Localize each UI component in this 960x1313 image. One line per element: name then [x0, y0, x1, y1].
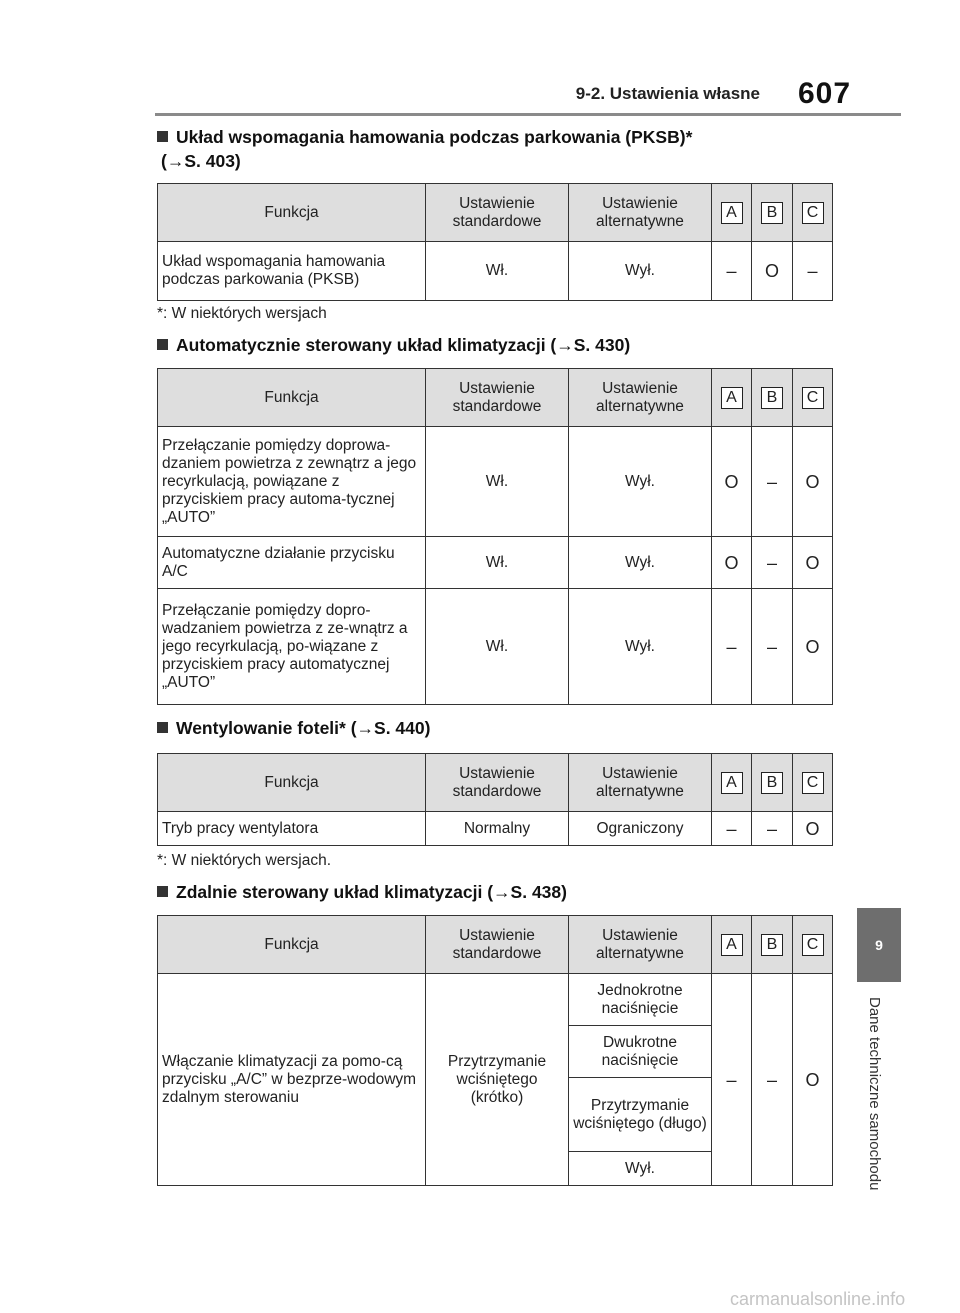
cell-default: Wł. [426, 427, 569, 537]
box-a: A [721, 387, 743, 409]
chapter-label: Dane techniczne samochodu [866, 997, 883, 1191]
cell-default: Wł. [426, 242, 569, 301]
section-heading: Układ wspomagania hamowania podczas parkowania (PKSB)* [157, 125, 837, 149]
col-header-a [712, 754, 752, 812]
cell-c: O [793, 812, 833, 846]
box-b: B [761, 202, 783, 224]
cell-b: – [752, 589, 793, 705]
section-pksb [157, 125, 837, 173]
cell-b: – [752, 974, 793, 1186]
col-header-default: Ustawienie standardowe [426, 369, 569, 427]
cell-function: Włączanie klimatyzacji za pomo-cą przycisku „A/C” w bezprze-wodowym zdalnym sterowaniu [158, 974, 426, 1186]
table-header-row [158, 184, 833, 242]
table-header-row [158, 369, 833, 427]
col-header-c [793, 184, 833, 242]
cell-a: – [712, 812, 752, 846]
cell-c: O [793, 589, 833, 705]
box-c: C [802, 202, 824, 224]
header-section-title: 9-2. Ustawienia własne [575, 84, 760, 103]
cell-b: – [752, 427, 793, 537]
table-pksb [157, 183, 833, 301]
cell-a: O [712, 537, 752, 589]
table-header-row [158, 754, 833, 812]
col-header-c [793, 754, 833, 812]
box-c: C [802, 772, 824, 794]
cell-alternative: Wył. [569, 1152, 712, 1186]
col-header-alternative: Ustawienie alternatywne [569, 916, 712, 974]
cell-alternative: Jednokrotne naciśnięcie [569, 974, 712, 1026]
cell-function: Tryb pracy wentylatora [158, 812, 426, 846]
col-header-default: Ustawienie standardowe [426, 754, 569, 812]
col-header-function: Funkcja [158, 916, 426, 974]
table-row [158, 812, 833, 846]
box-b: B [761, 934, 783, 956]
section-climate [157, 333, 837, 357]
box-b: B [761, 387, 783, 409]
cell-a: O [712, 427, 752, 537]
col-header-b [752, 184, 793, 242]
cell-b: O [752, 242, 793, 301]
col-header-alternative: Ustawienie alternatywne [569, 369, 712, 427]
header-divider [155, 113, 901, 116]
footnote-seats: *: W niektórych wersjach. [157, 852, 331, 869]
cell-default: Normalny [426, 812, 569, 846]
col-header-default: Ustawienie standardowe [426, 916, 569, 974]
section-heading: Automatycznie sterowany układ klimatyzacji (→S. 430) [157, 333, 837, 357]
cell-a: – [712, 242, 752, 301]
page-number: 607 [798, 77, 852, 110]
cell-function: Przełączanie pomiędzy doprowa-dzaniem powietrza z zewnątrz a jego recyrkulacją, powiązane z przyciskiem pracy automa-tycznej „AUTO” [158, 427, 426, 537]
col-header-b [752, 754, 793, 812]
box-c: C [802, 387, 824, 409]
watermark: carmanualsonline.info [730, 1289, 906, 1309]
cell-a: – [712, 974, 752, 1186]
col-header-a [712, 916, 752, 974]
section-heading-ref: (→S. 403) [161, 151, 241, 171]
cell-alternative: Wył. [569, 537, 712, 589]
cell-alternative: Wył. [569, 242, 712, 301]
square-bullet-icon [157, 886, 168, 897]
table-remote-climate [157, 915, 833, 1186]
table-row [158, 537, 833, 589]
table-row [158, 242, 833, 301]
col-header-c [793, 369, 833, 427]
col-header-a [712, 184, 752, 242]
section-heading: Wentylowanie foteli* (→S. 440) [157, 716, 837, 740]
col-header-c [793, 916, 833, 974]
table-row [158, 427, 833, 537]
col-header-function: Funkcja [158, 369, 426, 427]
section-seat-ventilation [157, 716, 837, 740]
footnote-pksb: *: W niektórych wersjach [157, 305, 327, 322]
section-remote-climate [157, 880, 837, 904]
cell-a: – [712, 589, 752, 705]
cell-b: – [752, 537, 793, 589]
cell-c: – [793, 242, 833, 301]
col-header-a [712, 369, 752, 427]
cell-alternative: Wył. [569, 427, 712, 537]
cell-function: Automatyczne działanie przycisku A/C [158, 537, 426, 589]
cell-alternative: Dwukrotne naciśnięcie [569, 1026, 712, 1078]
table-climate [157, 368, 833, 705]
cell-default: Wł. [426, 589, 569, 705]
box-a: A [721, 934, 743, 956]
cell-function: Układ wspomagania hamowania podczas parkowania (PKSB) [158, 242, 426, 301]
col-header-default: Ustawienie standardowe [426, 184, 569, 242]
cell-default: Wł. [426, 537, 569, 589]
col-header-b [752, 369, 793, 427]
cell-alternative: Ograniczony [569, 812, 712, 846]
section-heading: Zdalnie sterowany układ klimatyzacji (→S. 438) [157, 880, 837, 904]
box-a: A [721, 202, 743, 224]
box-a: A [721, 772, 743, 794]
table-row [158, 589, 833, 705]
cell-alternative: Wył. [569, 589, 712, 705]
square-bullet-icon [157, 722, 168, 733]
chapter-tab: 9 [857, 908, 901, 982]
cell-alternative: Przytrzymanie wciśniętego (długo) [569, 1078, 712, 1152]
table-row [158, 974, 833, 1026]
square-bullet-icon [157, 131, 168, 142]
cell-function: Przełączanie pomiędzy dopro-wadzaniem powietrza z ze-wnątrz a jego recyrkulacją, po-wiązane z przyciskiem pracy automatycznej „AUTO” [158, 589, 426, 705]
col-header-alternative: Ustawienie alternatywne [569, 184, 712, 242]
cell-b: – [752, 812, 793, 846]
cell-c: O [793, 974, 833, 1186]
cell-default: Przytrzymanie wciśniętego (krótko) [426, 974, 569, 1186]
col-header-b [752, 916, 793, 974]
table-header-row [158, 916, 833, 974]
square-bullet-icon [157, 339, 168, 350]
box-b: B [761, 772, 783, 794]
col-header-function: Funkcja [158, 754, 426, 812]
box-c: C [802, 934, 824, 956]
table-seat-ventilation [157, 753, 833, 846]
cell-c: O [793, 537, 833, 589]
col-header-alternative: Ustawienie alternatywne [569, 754, 712, 812]
col-header-function: Funkcja [158, 184, 426, 242]
cell-c: O [793, 427, 833, 537]
